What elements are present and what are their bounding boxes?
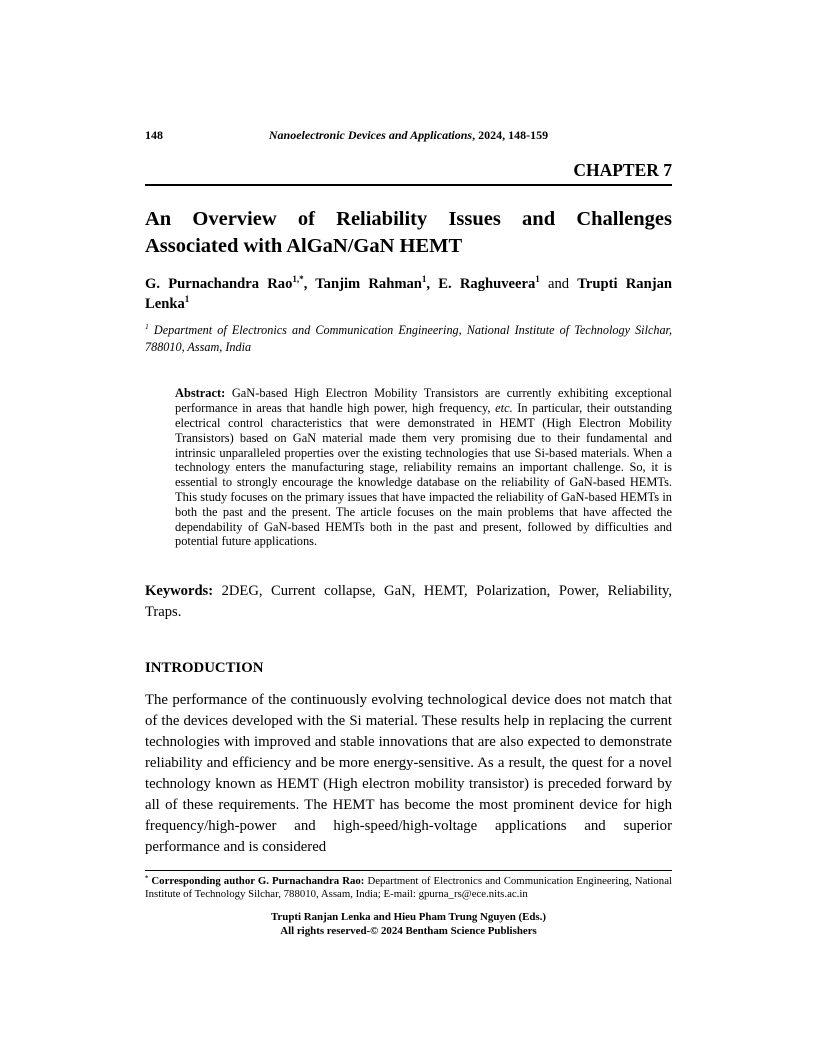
keywords: Keywords: 2DEG, Current collapse, GaN, HEMT, Polarization, Power, Reliability, Traps. (145, 583, 672, 621)
chapter-label: CHAPTER 7 (573, 160, 672, 180)
page-number: 148 (145, 128, 163, 142)
page-header (145, 128, 672, 143)
section-heading-introduction: INTRODUCTION (145, 660, 264, 677)
corresponding-author-footnote: * Corresponding author G. Purnachandra Rao: Department of Electronics and Communication Engineering, National Institute of Technology Silchar, 788010, Assam, India; E-mail: gpurna_rs@ece.nits.ac.in (145, 874, 672, 901)
abstract: Abstract: GaN-based High Electron Mobility Transistors are currently exhibiting exceptional performance in areas that handle high power, high frequency, etc. In particular, their outstanding electrical control characteristics that were demonstrated in HEMT (High Electron Mobility Transistors) based on GaN material made them very promising due to their fundamental and intrinsic unparalleled properties over the existing technologies that use Si-based materials. When a technology enters the manufacturing stage, reliability remains an important challenge. So, it is essential to strongly encourage the knowledge database on the reliability of GaN-based HEMTs. This study focuses on the primary issues that have impacted the reliability of GaN-based HEMTs in both the past and the present. The article focuses on the main problems that have affected the dependability of GaN-based HEMTs both in the past and present, followed by difficulties and potential future applications. (175, 386, 673, 549)
footer-editors-line: Trupti Ranjan Lenka and Hieu Pham Trung Nguyen (Eds.) (270, 911, 547, 924)
chapter-rule (145, 184, 672, 186)
footnote-rule (145, 870, 672, 871)
footer-copyright-line: All rights reserved-© 2024 Bentham Science Publishers (280, 924, 537, 937)
intro-paragraph: The performance of the continuously evolving technological device does not match that of the devices developed with the Si material. These results help in replacing the current technologies with improved and stable innovations that are also expected to demonstrate reliability and efficiency and be more energy-sensitive. As a result, the quest for a novel technology known as HEMT (High electron mobility transistor) is preceded forward by all of these requirements. The HEMT has become the most prominent device for high frequency/high-power and high-speed/high-voltage applications and superior performance and is considered (145, 692, 672, 856)
journal-title: Nanoelectronic Devices and Applications, 2024, 148-159 (268, 128, 549, 142)
authors-line: G. Purnachandra Rao$^{1,*}$, Tanjim Rahman$^1$, E. Raghuveera$^1$ and Trupti Ranjan Lenka$^1$ (145, 274, 672, 312)
affiliation: $^1$ Department of Electronics and Communication Engineering, National Institute of Technology Silchar, 788010, Assam, India (145, 322, 672, 354)
page-footer (145, 911, 672, 938)
article-title: An Overview of Reliability Issues and Challenges Associated with AlGaN/GaN HEMT (145, 208, 672, 258)
